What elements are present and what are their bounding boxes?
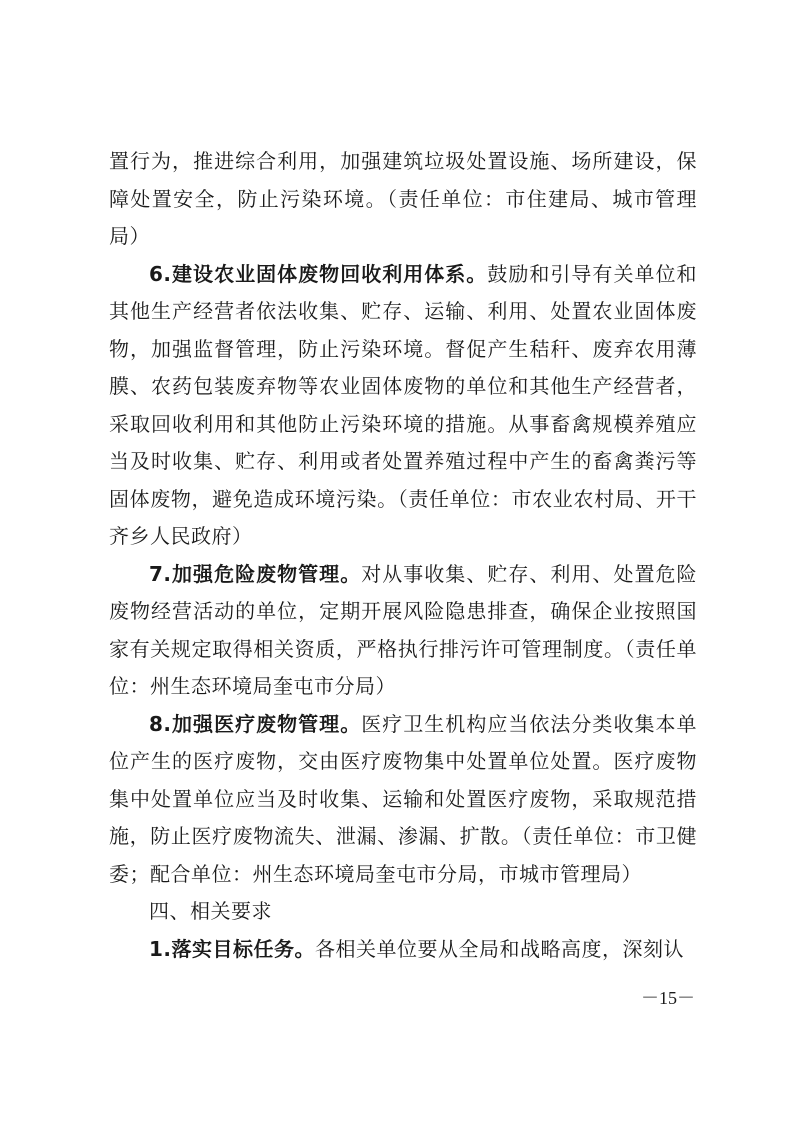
paragraph-item-8 [109,706,697,894]
paragraph-lead: 1.落实目标任务。 [149,936,316,961]
paragraph-continuation [109,143,697,256]
paragraph-text: 各相关单位要从全局和战略高度，深刻认 [315,936,685,961]
paragraph-text: 鼓励和引导有关单位和其他生产经营者依法收集、贮存、运输、利用、处置农业固体废物，加强监督管理，防止污染环境。督促产生秸秆、废弃农用薄膜、农药包装废弃物等农业固体废物的单位和其他生产经营者，采取回收利用和其他防止污染环境的措施。从事畜禽规模养殖应当及时收集、贮存、利用或者处置养殖过程中产生的畜禽粪污等固体废物，避免造成环境污染。（责任单位：市农业农村局、开干齐乡人民政府） [109,261,698,548]
paragraph-lead: 8.加强医疗废物管理。 [149,711,362,736]
body-text [109,143,697,968]
page-number: －15－ [641,988,695,1008]
section-heading: 四、相关要求 [149,899,272,923]
paragraph-text: 置行为，推进综合利用，加强建筑垃圾处置设施、场所建设，保障处置安全，防止污染环境。（责任单位：市住建局、城市管理局） [109,149,697,248]
paragraph-item-6 [109,256,697,556]
paragraph-item-7 [109,556,697,706]
paragraph-text: 对从事收集、贮存、利用、处置危险废物经营活动的单位，定期开展风险隐患排查，确保企业按照国家有关规定取得相关资质，严格执行排污许可管理制度。（责任单位：州生态环境局奎屯市分局） [109,561,698,698]
paragraph-lead: 6.建设农业固体废物回收利用体系。 [149,261,488,286]
paragraph-text: 医疗卫生机构应当依法分类收集本单位产生的医疗废物，交由医疗废物集中处置单位处置。医疗废物集中处置单位应当及时收集、运输和处置医疗废物，采取规范措施，防止医疗废物流失、泄漏、渗漏、扩散。（责任单位：市卫健委；配合单位：州生态环境局奎屯市分局，市城市管理局） [109,711,698,886]
paragraph-item-1 [109,931,697,969]
paragraph-lead: 7.加强危险废物管理。 [149,561,362,586]
